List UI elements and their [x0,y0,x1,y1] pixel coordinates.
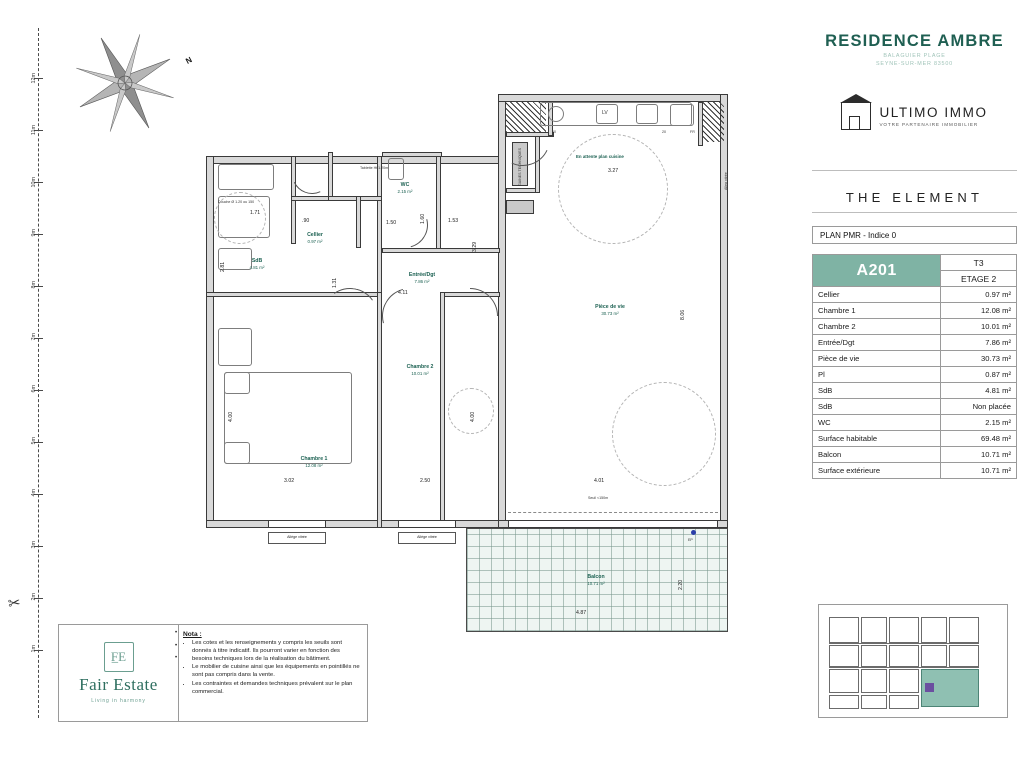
residence-sub-line1: BALAGUIER PLAGE [883,53,946,59]
room-area: 4.81 m² [249,265,265,271]
ruler-tick-label: 10m [31,177,37,188]
dim-4-87: 4.87 [576,610,587,616]
nota-item: • Les contraintes et demandes techniques prévalent sur le plan commercial. [192,681,361,697]
table-row [813,367,1017,383]
window-bedroom2 [398,520,456,528]
dim-3-27: 3.27 [608,168,619,174]
wc-bowl [388,158,404,180]
label-fridge: FR [690,130,695,134]
table-row [813,399,1017,415]
dim-2-50: 2.50 [420,478,431,484]
plan-indice-field: PLAN PMR - Indice 0 [812,226,1017,244]
gaine-note: GAINES TECHNIQUES [518,147,522,186]
ruler-tick-label: 12m [31,73,37,84]
ruler-tick-label: 9m [31,229,37,237]
row-label: Cellier [813,287,941,303]
door-wc [374,194,437,257]
total-label: Balcon [813,447,941,463]
row-label: Entrée/Dgt [813,335,941,351]
room-label-entree [394,272,450,286]
ruler-tick-label: 1m [31,645,37,653]
total-value: 10.71 m² [941,447,1017,463]
dim-1-71: 1.71 [250,210,261,216]
building-key-plan [818,604,1008,718]
dim-kitchen-60: 60 [552,130,556,134]
ruler-tick-label: 4m [31,489,37,497]
window-note-right: Allège vitrée [417,535,437,539]
row-value: 12.08 m² [941,303,1017,319]
dim-2-81: 2.81 [220,261,226,272]
table-row [813,383,1017,399]
kitchen-pending-note: En attente plan cuisine [576,154,624,159]
room-area: 7.86 m² [414,279,430,285]
agency-slogan: VOTRE PARTENAIRE IMMOBILIER [879,122,979,127]
label-dishwasher: LV [602,110,608,116]
oven [636,104,658,124]
room-label-chambre2 [392,364,448,378]
residence-subtitle [812,52,1017,68]
table-row-total [813,447,1017,463]
row-label: Pièce de vie [813,351,941,367]
room-label-balcon [566,574,626,588]
row-label: SdB [813,383,941,399]
ruler-tick-label: 2m [31,593,37,601]
row-value: 0.97 m² [941,287,1017,303]
wardrobe-bedroom1 [218,328,252,366]
room-label-chambre1 [286,456,342,470]
total-value: 69.48 m² [941,431,1017,447]
ep-label: EP [688,538,693,542]
room-area: 10.71 m² [587,581,605,587]
nightstand-2 [224,442,250,464]
lot-etage: ETAGE 2 [941,271,1017,287]
dim-2-20: 2.20 [678,579,684,590]
nota-bullet-marks: • • • [175,630,178,662]
element-title: THE ELEMENT [845,190,984,205]
fair-estate-monogram: F̲E [104,642,134,672]
dim-4-00-mid: 4.00 [470,411,476,422]
compass-rose-icon [70,28,194,138]
row-label: SdB [813,399,941,415]
row-label: Pl [813,367,941,383]
door-bedroom2 [372,278,448,354]
dim-8-06: 8.06 [680,309,686,320]
table-row-total [813,463,1017,479]
ruler-axis [38,28,39,718]
table-row [813,335,1017,351]
ruler-tick-label: 3m [31,541,37,549]
shower-note: Douche Ø 1.20 ou 150 [218,200,255,204]
room-label-wc [382,182,428,196]
residence-title: RESIDENCE AMBRE [825,32,1004,50]
bathtub [218,164,274,190]
room-name: Entrée/Dgt [408,272,436,278]
fair-estate-name: Fair Estate [79,675,158,694]
lot-code: A201 [813,255,941,287]
window-living [508,520,718,528]
room-label-sdb [234,258,280,272]
seuil-note: Seuil <150m [588,496,609,500]
row-value: 30.73 m² [941,351,1017,367]
lot-type: T3 [941,255,1017,271]
dim-4-11: 4.11 [398,290,408,296]
room-area: 0.97 m² [307,239,323,245]
dim-3-29: 3.29 [472,241,478,252]
room-label-cellier [292,232,338,246]
window-bedroom1 [268,520,326,528]
row-value: 7.86 m² [941,335,1017,351]
room-area: 30.73 m² [601,311,619,317]
row-label: Chambre 2 [813,319,941,335]
agency-name: ULTIMO IMMO [879,105,988,120]
total-value: 10.71 m² [941,463,1017,479]
row-value: 10.01 m² [941,319,1017,335]
room-area: 10.01 m² [411,371,429,377]
room-name: Pièce de vie [595,304,625,310]
pmr-circle-living [558,134,668,244]
room-area: 12.08 m² [305,463,323,469]
dim-kitchen-20: 20 [662,130,666,134]
dim-1-60: 1.60 [420,213,426,224]
dim-0-90: .90 [302,218,310,224]
pmr-circle-living2 [612,382,716,486]
row-label: WC [813,415,941,431]
total-label: Surface habitable [813,431,941,447]
row-value: 0.87 m² [941,367,1017,383]
room-name: WC [400,182,410,188]
ruler-tick-label: 11m [31,125,37,136]
row-label: Chambre 1 [813,303,941,319]
nota-item: • Les cotes et les renseignements y compris les seuils sont donnés à titre indicatif. Ils pourront varier en fonction des besoins techniques lors de la réalisation du bâtiment. [192,640,361,664]
alleg-vertical-note: Alleg vitrée [724,172,728,190]
nightstand-1 [224,372,250,394]
table-row [813,319,1017,335]
table-row [813,415,1017,431]
room-name: Chambre 2 [406,364,434,370]
dim-1-31: 1.31 [332,277,338,288]
ruler-tick-label: 5m [31,437,37,445]
dim-4-00-left: 4.00 [228,411,234,422]
scissors-icon: ✂ [6,594,22,613]
ruler-tick-label: 8m [31,281,37,289]
residence-sub-line2: SEYNE-SUR-MER 83500 [876,61,953,68]
window-note-left: Allège vitrée [287,535,307,539]
key-plan-marker [925,683,934,692]
room-name: Cellier [307,232,323,238]
fair-estate-slogan: Living in harmony [91,698,146,704]
ruler-tick-label: 6m [31,385,37,393]
dim-1-50: 1.50 [386,220,397,226]
table-row-total [813,431,1017,447]
room-label-piecedevie [574,304,646,318]
vertical-scale-ruler [20,28,46,718]
nota-item: • Le mobilier de cuisine ainsi que les équipements en pointillés ne sont pas compris dans la vente. [192,664,361,680]
table-row [813,287,1017,303]
dim-3-02: 3.02 [284,478,295,484]
row-value: 2.15 m² [941,415,1017,431]
nota-title: Nota : [183,631,202,638]
room-name: SdB [251,258,263,264]
compass-north-label: N [184,55,194,66]
row-value: Non placée [941,399,1017,415]
row-value: 4.81 m² [941,383,1017,399]
lot-surface-table [812,254,1017,479]
table-row [813,303,1017,319]
agency-logo [812,102,1017,130]
room-name: Balcon [587,574,605,580]
room-name: Chambre 1 [300,456,328,462]
shelf-note: Tablette Ht 1.20m [360,166,389,170]
ruler-tick-label: 7m [31,333,37,341]
fridge [670,104,694,126]
dim-1-53: 1.53 [448,218,459,224]
fair-estate-logo [59,625,179,721]
kitchen-sink [548,106,564,122]
rain-drain-marker [691,530,696,535]
table-row [813,351,1017,367]
total-label: Surface extérieure [813,463,941,479]
room-area: 2.15 m² [397,189,413,195]
dim-4-01: 4.01 [594,478,605,484]
floor-plan [196,92,756,652]
house-icon [841,102,871,130]
